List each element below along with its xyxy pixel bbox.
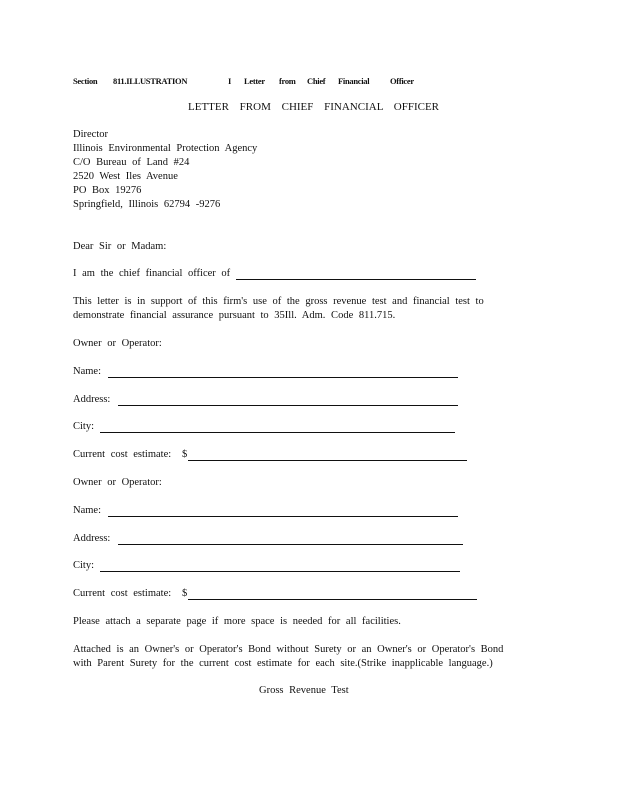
intro-text: I am the chief financial officer of [73, 268, 231, 279]
owner2-city-field[interactable] [100, 571, 460, 572]
owner2-heading: Owner or Operator: [73, 477, 162, 488]
salutation: Dear Sir or Madam: [73, 241, 167, 252]
owner2-address-label: Address: [73, 533, 111, 544]
attach-note: Please attach a separate page if more space is needed for all facilities. [73, 616, 401, 627]
header-section: Section [73, 76, 98, 86]
header-word-financial: Financial [338, 76, 370, 86]
address-line: Illinois Environmental Protection Agency [73, 143, 258, 154]
address-line: C/O Bureau of Land #24 [73, 157, 190, 168]
owner1-heading: Owner or Operator: [73, 338, 162, 349]
header-word-from: from [279, 76, 296, 86]
owner1-address-label: Address: [73, 394, 111, 405]
owner2-dollar-sign: $ [182, 588, 188, 599]
support-line-2: demonstrate financial assurance pursuant to 35Ill. Adm. Code 811.715. [73, 310, 396, 321]
address-line: Springfield, Illinois 62794 -9276 [73, 199, 221, 210]
header-word-chief: Chief [307, 76, 326, 86]
header-code: 811.ILLUSTRATION [113, 76, 188, 86]
company-name-field[interactable] [236, 279, 476, 280]
header-word-officer: Officer [390, 76, 414, 86]
address-line: Director [73, 129, 108, 140]
address-block [73, 128, 257, 212]
owner1-estimate-field[interactable] [188, 460, 467, 461]
owner2-name-label: Name: [73, 505, 101, 516]
owner1-estimate-label: Current cost estimate: [73, 449, 172, 460]
owner1-city-field[interactable] [100, 432, 455, 433]
gross-revenue-test-heading: Gross Revenue Test [259, 685, 349, 696]
owner2-city-label: City: [73, 560, 95, 571]
owner2-estimate-label: Current cost estimate: [73, 588, 172, 599]
owner1-city-label: City: [73, 421, 95, 432]
attached-line-2: with Parent Surety for the current cost estimate for each site.(Strike inapplicable language.) [73, 658, 493, 669]
address-line: PO Box 19276 [73, 185, 142, 196]
owner1-dollar-sign: $ [182, 449, 188, 460]
header-roman: I [228, 76, 232, 86]
header-word-letter: Letter [244, 76, 265, 86]
document-title: LETTER FROM CHIEF FINANCIAL OFFICER [188, 101, 439, 113]
owner1-name-field[interactable] [108, 377, 458, 378]
owner1-address-field[interactable] [118, 405, 458, 406]
owner2-estimate-field[interactable] [188, 599, 477, 600]
support-line-1: This letter is in support of this firm's use of the gross revenue test and financial test to [73, 296, 484, 307]
attached-line-1: Attached is an Owner's or Operator's Bond without Surety or an Owner's or Operator's Bond [73, 644, 504, 655]
owner1-name-label: Name: [73, 366, 101, 377]
owner2-name-field[interactable] [108, 516, 458, 517]
address-line: 2520 West Iles Avenue [73, 171, 178, 182]
owner2-address-field[interactable] [118, 544, 463, 545]
